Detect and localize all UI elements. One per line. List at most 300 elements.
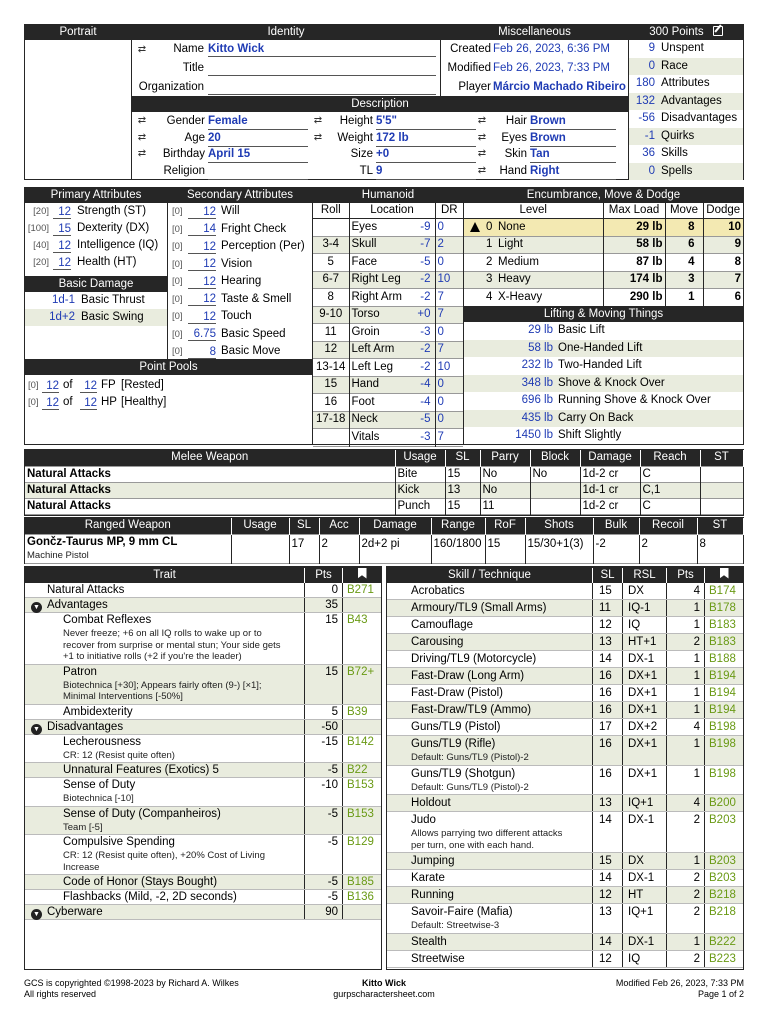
skill-points: 2 (667, 812, 705, 852)
points-label: Skills (661, 147, 688, 160)
skill-reference-link[interactable]: B174 (709, 585, 736, 597)
weapon-name: Natural Attacks (25, 498, 395, 514)
column-header: Damage (580, 450, 640, 466)
skill-level: 14 (593, 934, 623, 950)
pool-state: [Healthy] (121, 396, 167, 408)
column-header: SL (289, 518, 319, 534)
trait-row[interactable] (25, 598, 381, 613)
pool-max-input[interactable]: 12 (80, 396, 97, 410)
description-field-religion[interactable] (208, 165, 308, 180)
shuffle-icon[interactable]: ⇄ (477, 164, 487, 176)
column-header: Damage (359, 518, 431, 534)
encumbrance-row[interactable] (464, 289, 743, 307)
skill-name-cell (387, 685, 593, 701)
hit-roll: 9-10 (313, 306, 349, 324)
skill-row[interactable] (387, 651, 743, 668)
dodge: 10 (728, 220, 741, 233)
description-label: Religion (163, 164, 205, 177)
shuffle-icon[interactable]: ⇄ (137, 148, 147, 159)
hit-location (349, 271, 435, 289)
trait-row[interactable] (25, 875, 381, 890)
trait-row[interactable] (25, 890, 381, 905)
trait-reference-link[interactable]: B72+ (347, 665, 375, 678)
location-modifier: -2 (420, 343, 431, 356)
skill-row[interactable] (387, 766, 743, 796)
weapon-stat: C (640, 466, 700, 482)
attribute-label: Taste & Smell (221, 292, 292, 305)
hit-roll (313, 219, 349, 237)
skill-reference-link[interactable]: B194 (709, 704, 736, 716)
skill-name: Armoury/TL9 (Small Arms) (411, 602, 547, 614)
location-dr: 0 (437, 325, 444, 338)
trait-row[interactable] (25, 807, 381, 836)
column-header: Acc (319, 518, 359, 534)
trait-name-cell (25, 583, 305, 597)
identity-field-organization[interactable] (208, 80, 436, 95)
skill-relative-level: IQ (623, 951, 667, 967)
footer-website[interactable]: gurpscharactersheet.com (333, 989, 435, 999)
melee-weapon-row[interactable] (25, 482, 743, 498)
hit-location (349, 306, 435, 324)
melee-weapon-row[interactable] (25, 466, 743, 482)
description-label: Hair (505, 115, 527, 127)
points-row (629, 75, 743, 93)
attribute-value-input[interactable]: 12 (188, 275, 216, 289)
identity-row (132, 78, 440, 97)
weapon-stat: 11 (480, 498, 530, 514)
bookmark-icon[interactable] (720, 568, 729, 579)
skill-row[interactable] (387, 904, 743, 934)
trait-name-line (63, 875, 304, 890)
point-pools-header: Point Pools (25, 360, 312, 375)
hit-roll: 13-14 (313, 359, 349, 377)
trait-name: Lecherousness (63, 735, 141, 748)
attribute-cost: [20] (33, 257, 49, 268)
description-field-size[interactable]: +0 (376, 148, 476, 163)
skill-name-cell (387, 617, 593, 633)
basic-damage-header: Basic Damage (25, 277, 167, 292)
encumbrance-row[interactable] (464, 271, 743, 289)
description-field-skin[interactable]: Tan (530, 148, 616, 163)
skill-row[interactable] (387, 668, 743, 685)
description-field-gender[interactable]: Female (208, 115, 308, 130)
trait-points: -5 (305, 890, 343, 904)
dodge: 7 (734, 273, 741, 286)
description-field-age[interactable]: 20 (208, 132, 308, 147)
lifting-value: 232 lb (521, 359, 553, 372)
points-header[interactable] (629, 25, 743, 40)
lifting-value: 58 lb (528, 341, 553, 354)
hit-location-row (313, 394, 463, 412)
points-label: Race (661, 59, 688, 72)
trait-name: Unnatural Features (Exotics) 5 (63, 764, 219, 776)
skill-points: 1 (667, 766, 705, 795)
collapse-circle-icon[interactable]: ▼ (31, 909, 42, 920)
description-field-birthday[interactable]: April 15 (208, 148, 308, 163)
skill-row[interactable] (387, 887, 743, 904)
ranged-weapon-row[interactable] (25, 534, 743, 563)
attribute-label: Health (HT) (77, 256, 137, 268)
trait-name-cell (25, 835, 305, 874)
hit-roll: 3-4 (313, 236, 349, 254)
skill-name: Carousing (411, 636, 464, 648)
column-header: ST (697, 518, 743, 534)
skill-level: 16 (593, 736, 623, 765)
trait-name-line (63, 763, 304, 778)
location-name: Eyes (351, 220, 378, 233)
bookmark-icon[interactable] (358, 568, 367, 579)
skill-reference-link[interactable]: B194 (709, 687, 736, 699)
attribute-cost: [0] (172, 346, 183, 358)
skill-name: Jumping (411, 855, 455, 867)
skill-row[interactable] (387, 617, 743, 634)
location-name: Left Arm (351, 343, 395, 356)
hit-location (349, 324, 435, 342)
encumbrance-panel (463, 187, 744, 307)
damage-value: 1d-1 (51, 294, 75, 306)
skill-row[interactable] (387, 634, 743, 651)
trait-name-cell (25, 720, 305, 734)
location-dr: 0 (437, 413, 444, 426)
skill-reference-link[interactable]: B203 (709, 872, 736, 884)
primary-attribute-row (25, 237, 167, 254)
trait-reference-link[interactable]: B185 (347, 876, 374, 888)
skill-row[interactable] (387, 736, 743, 766)
hit-roll: 11 (313, 324, 349, 342)
skill-points: 1 (667, 617, 705, 633)
identity-field-title[interactable] (208, 61, 436, 76)
skill-note: Allows parrying two different attacks (411, 828, 563, 839)
shuffle-icon[interactable]: ⇄ (313, 115, 323, 126)
secondary-attribute-row (168, 308, 312, 326)
skill-reference-link[interactable]: B200 (709, 797, 736, 809)
skill-note: per turn, one with each hand. (411, 839, 535, 851)
trait-name-line (63, 778, 304, 793)
lifting-label: Basic Lift (558, 324, 605, 337)
secondary-attributes-panel (167, 187, 313, 360)
skill-relative-level: DX+1 (623, 736, 667, 765)
move: 1 (665, 289, 703, 307)
trait-name-line (63, 665, 304, 680)
hit-location-column-headers (313, 203, 463, 219)
trait-row[interactable] (25, 613, 381, 665)
description-header: Description (132, 97, 628, 112)
location-modifier: -5 (420, 413, 431, 426)
points-value: 0 (648, 59, 655, 72)
description-field-weight[interactable]: 172 lb (376, 132, 476, 147)
identity-field-name[interactable]: Kitto Wick (208, 42, 436, 57)
trait-reference-link[interactable]: B43 (347, 614, 368, 626)
description-field-hair[interactable]: Brown (530, 115, 616, 130)
attribute-value-input[interactable]: 15 (53, 222, 71, 236)
misc-value: Feb 26, 2023, 7:33 PM (493, 62, 610, 74)
trait-row[interactable] (25, 705, 381, 720)
attribute-value-input[interactable]: 12 (188, 292, 216, 306)
location-modifier: -4 (420, 378, 431, 391)
description-label: Birthday (162, 148, 205, 160)
skill-row[interactable] (387, 951, 743, 968)
skill-name: Fast-Draw/TL9 (Ammo) (411, 704, 532, 716)
trait-name-cell (25, 705, 305, 719)
skill-reference-link[interactable]: B188 (709, 653, 736, 665)
points-panel (628, 24, 744, 180)
skill-points: 2 (667, 887, 705, 903)
skill-row[interactable] (387, 853, 743, 870)
encumbrance-row[interactable] (464, 219, 743, 237)
dodge: 6 (734, 290, 741, 303)
trait-points: -10 (305, 778, 343, 806)
trait-row[interactable] (25, 763, 381, 778)
weapon-stat (231, 534, 289, 563)
hit-location-row (313, 429, 463, 447)
trait-name-line (31, 905, 304, 920)
skill-reference-link[interactable]: B183 (709, 636, 736, 648)
trait-points: 35 (305, 598, 343, 612)
shuffle-icon[interactable]: ⇄ (477, 148, 487, 159)
skill-name: Guns/TL9 (Shotgun) (411, 767, 516, 780)
pool-max-input[interactable]: 12 (80, 379, 97, 393)
attribute-label: Dexterity (DX) (77, 222, 150, 234)
attribute-value-input[interactable]: 12 (53, 239, 71, 253)
lifting-row (464, 392, 743, 410)
trait-name-line (47, 583, 304, 598)
hit-location (349, 411, 435, 429)
shuffle-icon[interactable]: ⇄ (313, 131, 323, 143)
collapse-circle-icon[interactable]: ▼ (31, 724, 42, 735)
trait-name-cell (25, 763, 305, 777)
skill-reference-link[interactable]: B183 (709, 619, 736, 631)
skill-points: 1 (667, 934, 705, 950)
location-name: Right Arm (351, 290, 402, 303)
skill-row[interactable] (387, 719, 743, 736)
location-dr: 7 (437, 430, 444, 443)
points-value: -1 (644, 129, 655, 142)
trait-name: Cyberware (47, 906, 103, 918)
attribute-cost: [0] (172, 293, 183, 305)
hit-roll: 5 (313, 254, 349, 272)
skill-reference-link[interactable]: B218 (709, 889, 736, 901)
encumbrance-level[interactable] (464, 236, 603, 254)
skill-name-cell (387, 951, 593, 967)
lifting-value: 435 lb (521, 411, 553, 424)
description-field-hand[interactable]: Right (530, 165, 616, 180)
weapon-stat: 17 (289, 534, 319, 563)
hit-roll (313, 429, 349, 447)
collapse-circle-icon[interactable]: ▼ (31, 602, 42, 613)
skill-name-cell (387, 887, 593, 903)
shuffle-icon[interactable]: ⇄ (137, 115, 147, 126)
attribute-value-input[interactable]: 12 (188, 257, 216, 271)
skill-relative-level: DX-1 (623, 934, 667, 950)
column-header: Level (464, 203, 603, 219)
attribute-value-input[interactable]: 6.75 (188, 327, 216, 341)
description-label: Skin (504, 148, 527, 160)
hit-roll: 17-18 (313, 411, 349, 429)
skill-relative-level: DX+2 (623, 719, 667, 735)
location-modifier: -7 (420, 238, 431, 251)
trait-row[interactable] (25, 905, 381, 920)
skill-name-cell (387, 634, 593, 650)
attribute-cost: [0] (172, 311, 183, 323)
skill-reference-link[interactable]: B203 (709, 855, 736, 867)
trait-name-line (63, 705, 304, 720)
trait-row[interactable] (25, 835, 381, 875)
encumbrance-level[interactable] (464, 271, 603, 289)
weapon-stat: Punch (395, 498, 445, 514)
skill-row[interactable] (387, 812, 743, 853)
points-row (629, 163, 743, 181)
location-dr: 0 (437, 220, 444, 233)
column-header: Dodge (706, 204, 741, 216)
misc-label: Modified (447, 62, 491, 74)
skill-row[interactable] (387, 583, 743, 600)
bookmark-column-header (343, 568, 381, 583)
encumbrance-level[interactable] (464, 254, 603, 272)
trait-row[interactable] (25, 720, 381, 735)
skill-name: Judo (411, 814, 436, 826)
move: 8 (665, 219, 703, 237)
trait-reference-link[interactable]: B22 (347, 764, 368, 776)
primary-attributes-panel (24, 187, 168, 277)
move: 4 (665, 254, 703, 272)
trait-name-line (63, 835, 304, 850)
attribute-value-input[interactable]: 14 (188, 222, 216, 236)
column-header: Usage (231, 518, 289, 534)
location-name: Right Leg (351, 273, 401, 286)
lifting-label: Carry On Back (558, 411, 634, 424)
trait-reference-link[interactable]: B271 (347, 584, 374, 596)
description-field-eyes[interactable]: Brown (530, 132, 616, 147)
skill-level: 16 (593, 766, 623, 795)
skill-reference-link[interactable]: B194 (709, 670, 736, 682)
description-field-height[interactable]: 5'5" (376, 115, 476, 130)
attribute-value-input[interactable]: 12 (53, 256, 71, 270)
trait-row[interactable] (25, 665, 381, 705)
attribute-value-input[interactable]: 12 (188, 310, 216, 324)
trait-note: +1 to initiative rolls (+2 if you're the leader) (63, 651, 242, 662)
footer-rights: All rights reserved (24, 989, 97, 999)
shuffle-icon[interactable]: ⇄ (477, 131, 487, 143)
pool-current-input[interactable]: 12 (42, 379, 59, 393)
encumbrance-row[interactable] (464, 254, 743, 272)
shuffle-icon[interactable]: ⇄ (477, 115, 487, 126)
skill-points: 1 (667, 853, 705, 869)
skill-relative-level: DX (623, 583, 667, 599)
lifting-value: 348 lb (521, 376, 553, 389)
location-dr: 2 (437, 238, 444, 251)
attribute-value-input[interactable]: 12 (188, 240, 216, 254)
attribute-value-input[interactable]: 12 (53, 205, 71, 219)
location-name: Foot (351, 395, 375, 408)
skill-name: Acrobatics (411, 585, 465, 597)
skill-reference-link[interactable]: B198 (709, 721, 736, 733)
weapon-stat: 2 (319, 534, 359, 563)
skill-reference-link[interactable]: B198 (709, 738, 736, 750)
skill-name: Driving/TL9 (Motorcycle) (411, 653, 537, 665)
weapon-stat: Kick (395, 482, 445, 498)
skill-level: 15 (593, 853, 623, 869)
trait-reference-link[interactable]: B153 (347, 807, 374, 820)
hit-location-row (313, 254, 463, 272)
footer-copyright: GCS is copyrighted ©1998-2023 by Richard A. Wilkes (24, 978, 239, 988)
hit-location-header: Humanoid (313, 188, 463, 203)
skill-reference-link[interactable]: B223 (709, 952, 736, 965)
location-dr: 7 (437, 290, 444, 303)
trait-row[interactable] (25, 778, 381, 807)
skill-level: 15 (593, 583, 623, 599)
trait-row[interactable] (25, 583, 381, 598)
skill-reference-link[interactable]: B198 (709, 767, 736, 780)
encumbrance-level[interactable] (464, 219, 603, 237)
trait-reference-link[interactable]: B136 (347, 891, 374, 903)
shuffle-icon[interactable]: ⇄ (137, 44, 147, 55)
attribute-value-input[interactable]: 8 (188, 345, 216, 359)
encumbrance-row[interactable] (464, 236, 743, 254)
skill-row[interactable] (387, 600, 743, 617)
shuffle-icon[interactable]: ⇄ (137, 131, 147, 143)
footer-page: Page 1 of 2 (697, 989, 744, 999)
encumbrance-level-number: 1 (486, 238, 493, 251)
lifting-label: Shift Slightly (558, 429, 622, 442)
skill-row[interactable] (387, 795, 743, 812)
trait-reference-link[interactable]: B142 (347, 735, 374, 748)
skill-row[interactable] (387, 870, 743, 887)
misc-row (441, 40, 628, 59)
weapon-name: Natural Attacks (25, 482, 395, 498)
trait-row[interactable] (25, 735, 381, 764)
encumbrance-level-name: Medium (498, 255, 539, 268)
weapon-stat: 15 (485, 534, 525, 563)
skill-reference-link[interactable]: B222 (709, 935, 736, 948)
misc-row (441, 78, 628, 97)
point-pool-row (25, 394, 312, 411)
edit-icon[interactable] (713, 26, 723, 36)
skill-row[interactable] (387, 702, 743, 719)
points-label: Spells (661, 164, 693, 177)
encumbrance-level-name: Heavy (498, 273, 531, 286)
pool-name: HP (101, 396, 117, 408)
skill-level: 11 (593, 600, 623, 616)
trait-note: CR: 12 (Resist quite often), +20% Cost of Living (63, 850, 265, 861)
weapon-stat: 2d+2 pi (359, 534, 431, 563)
trait-reference-link[interactable]: B39 (347, 705, 368, 718)
skill-reference-link[interactable]: B218 (709, 906, 736, 918)
melee-weapon-row[interactable] (25, 498, 743, 514)
lifting-value: 696 lb (521, 394, 553, 407)
skill-row[interactable] (387, 685, 743, 702)
skill-points: 1 (667, 600, 705, 616)
column-header: Shots (525, 518, 593, 534)
column-header: Trait (25, 568, 305, 583)
trait-note: Biotechnica [-10] (63, 793, 134, 804)
misc-value[interactable]: Márcio Machado Ribeiro (493, 81, 626, 93)
skill-reference-link[interactable]: B178 (709, 602, 736, 614)
encumbrance-level-name: None (498, 220, 526, 233)
description-field-tl[interactable]: 9 (376, 165, 476, 180)
skill-reference-link[interactable]: B203 (709, 814, 736, 826)
attribute-label: Will (221, 205, 240, 218)
max-load: 174 lb (603, 271, 665, 289)
attribute-value-input[interactable]: 12 (188, 205, 216, 219)
attribute-cost: [0] (172, 241, 183, 253)
encumbrance-level[interactable] (464, 289, 603, 307)
location-name: Skull (351, 238, 377, 251)
skill-row[interactable] (387, 934, 743, 951)
trait-reference-link[interactable]: B129 (347, 836, 374, 848)
points-row (629, 58, 743, 76)
trait-reference-link[interactable]: B153 (347, 779, 374, 791)
pool-current-input[interactable]: 12 (42, 396, 59, 410)
